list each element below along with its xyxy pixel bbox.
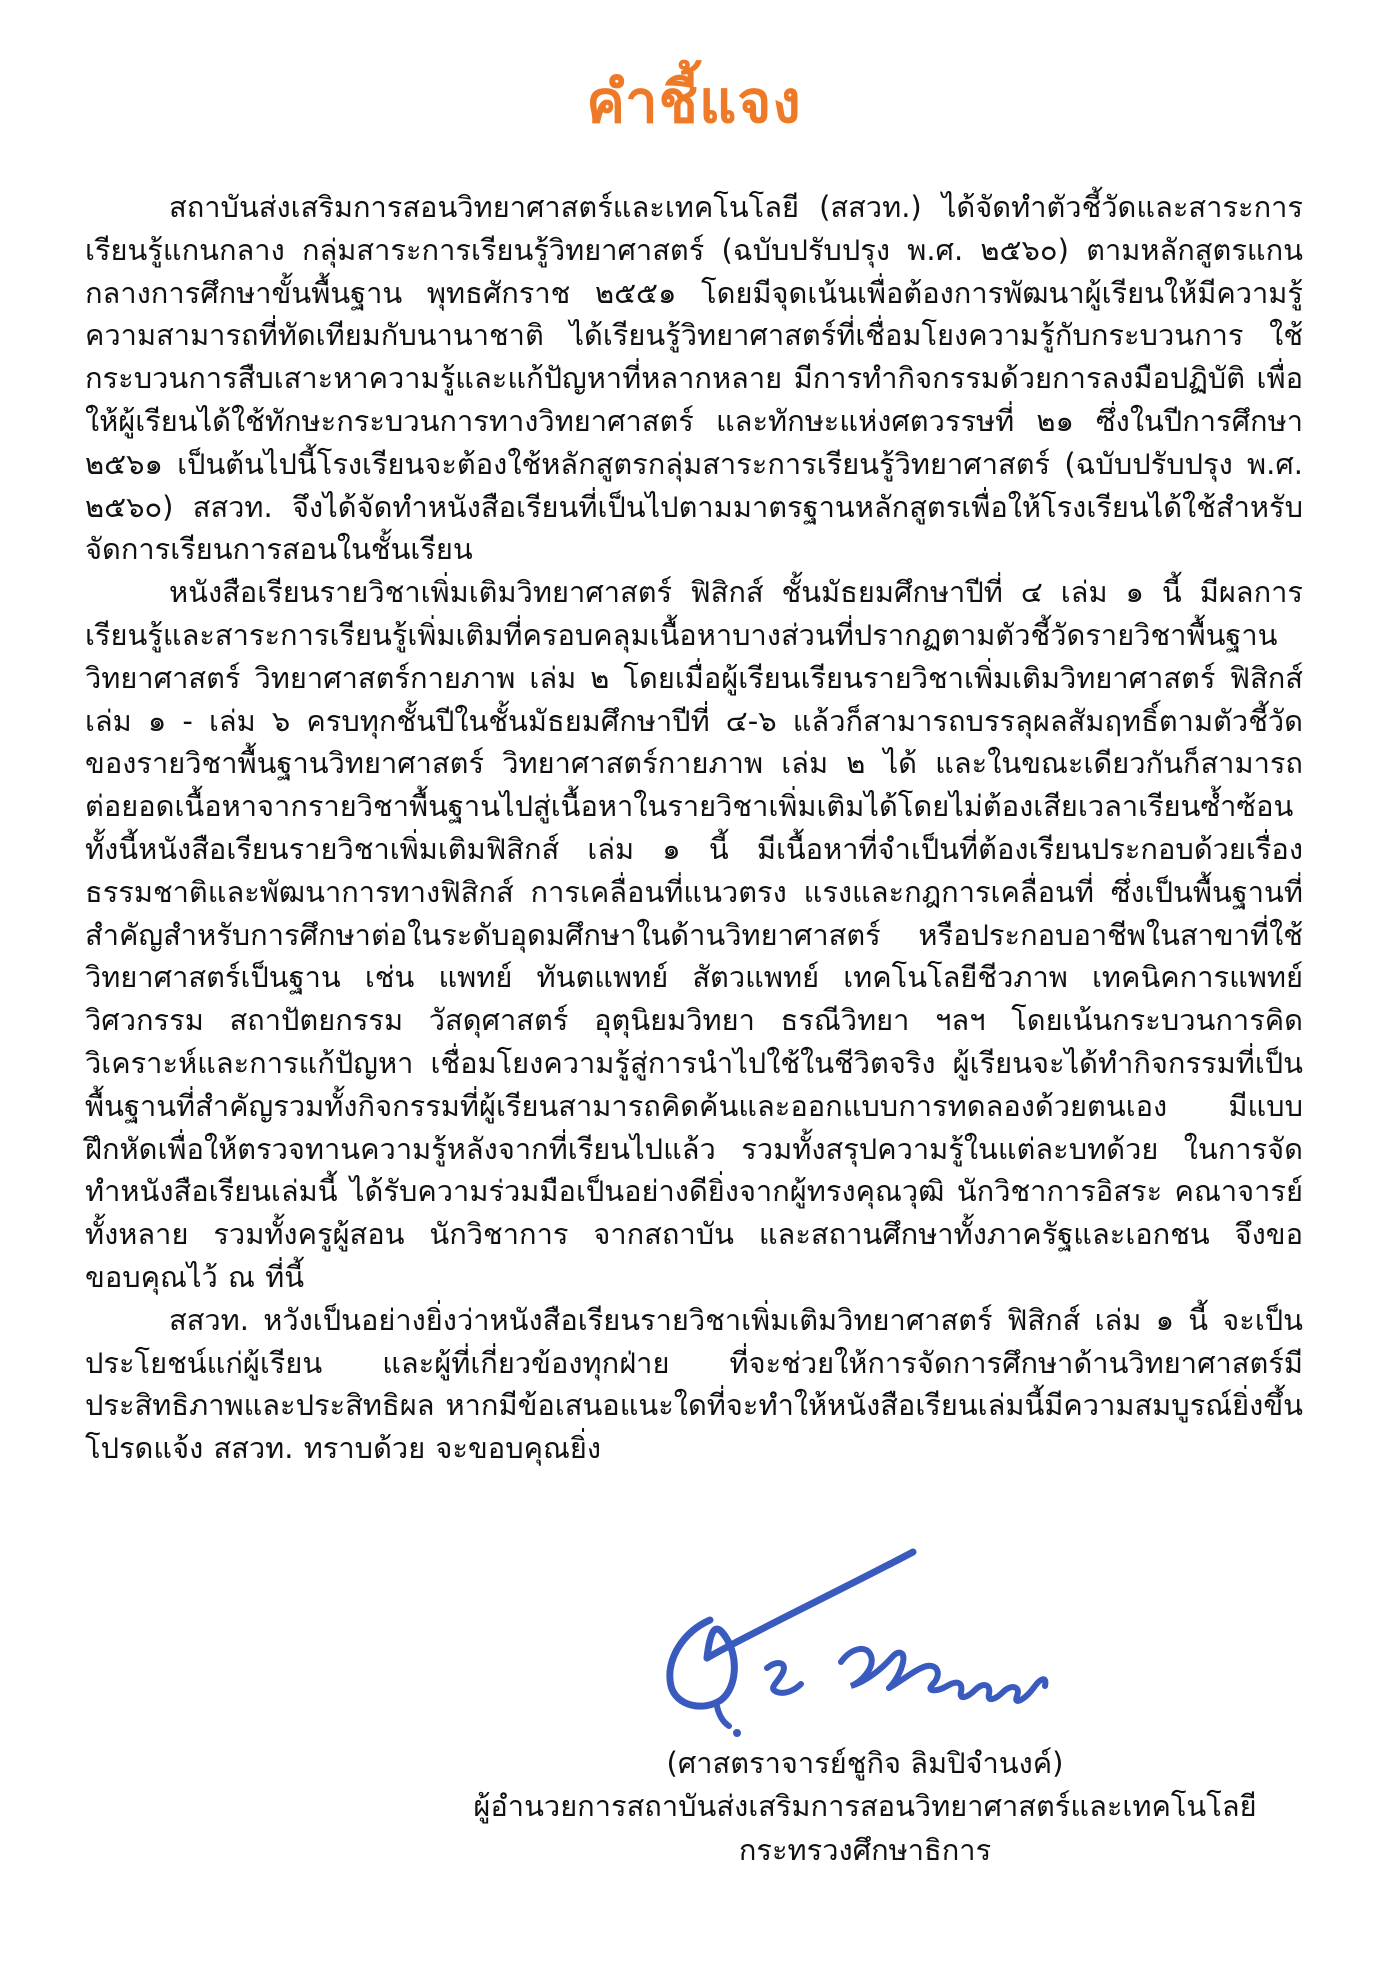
document-body — [85, 186, 1303, 1470]
paragraph-1: สถาบันส่งเสริมการสอนวิทยาศาสตร์และเทคโนโลยี (สสวท.) ได้จัดทำตัวชี้วัดและสาระการเรียนรู้แกนกลาง กลุ่มสาระการเรียนรู้วิทยาศาสตร์ (ฉบับปรับปรุง พ.ศ. ๒๕๖๐) ตามหลักสูตรแกนกลางการศึกษาขั้นพื้นฐาน พุทธศักราช ๒๕๕๑ โดยมีจุดเน้นเพื่อต้องการพัฒนาผู้เรียนให้มีความรู้ความสามารถที่ทัดเทียมกับนานาชาติ ได้เรียนรู้วิทยาศาสตร์ที่เชื่อมโยงความรู้กับกระบวนการ ใช้กระบวนการสืบเสาะหาความรู้และแก้ปัญหาที่หลากหลาย มีการทำกิจกรรมด้วยการลงมือปฏิบัติ เพื่อให้ผู้เรียนได้ใช้ทักษะกระบวนการทางวิทยาศาสตร์ และทักษะแห่งศตวรรษที่ ๒๑ ซึ่งในปีการศึกษา ๒๕๖๑ เป็นต้นไปนี้โรงเรียนจะต้องใช้หลักสูตรกลุ่มสาระการเรียนรู้วิทยาศาสตร์ (ฉบับปรับปรุง พ.ศ. ๒๕๖๐) สสวท. จึงได้จัดทำหนังสือเรียนที่เป็นไปตามมาตรฐานหลักสูตรเพื่อให้โรงเรียนได้ใช้สำหรับจัดการเรียนการสอนในชั้นเรียน — [85, 190, 1303, 567]
signatory-name: (ศาสตราจารย์ชูกิจ ลิมปิจำนงค์) — [666, 1746, 1064, 1780]
signature-ink — [655, 1540, 1075, 1740]
signature-block — [430, 1540, 1300, 1872]
signatory-organization: กระทรวงศึกษาธิการ — [738, 1833, 992, 1867]
document-content — [85, 55, 1303, 1470]
page-title — [85, 55, 1303, 148]
paragraph-2: หนังสือเรียนรายวิชาเพิ่มเติมวิทยาศาสตร์ ฟิสิกส์ ชั้นมัธยมศึกษาปีที่ ๔ เล่ม ๑ นี้ มีผลการเรียนรู้และสาระการเรียนรู้เพิ่มเติมที่ครอบคลุมเนื้อหาบางส่วนที่ปรากฏตามตัวชี้วัดรายวิชาพื้นฐานวิทยาศาสตร์ วิทยาศาสตร์กายภาพ เล่ม ๒ โดยเมื่อผู้เรียนเรียนรายวิชาเพิ่มเติมวิทยาศาสตร์ ฟิสิกส์ เล่ม ๑ - เล่ม ๖ ครบทุกชั้นปีในชั้นมัธยมศึกษาปีที่ ๔-๖ แล้วก็สามารถบรรลุผลสัมฤทธิ์ตามตัวชี้วัดของรายวิชาพื้นฐานวิทยาศาสตร์ วิทยาศาสตร์กายภาพ เล่ม ๒ ได้ และในขณะเดียวกันก็สามารถต่อยอดเนื้อหาจากรายวิชาพื้นฐานไปสู่เนื้อหาในรายวิชาเพิ่มเติมได้โดยไม่ต้องเสียเวลาเรียนซ้ำซ้อน ทั้งนี้หนังสือเรียนรายวิชาเพิ่มเติมฟิสิกส์ เล่ม ๑ นี้ มีเนื้อหาที่จำเป็นที่ต้องเรียนประกอบด้วยเรื่องธรรมชาติและพัฒนาการทางฟิสิกส์ การเคลื่อนที่แนวตรง แรงและกฎการเคลื่อนที่ ซึ่งเป็นพื้นฐานที่สำคัญสำหรับการศึกษาต่อในระดับอุดมศึกษาในด้านวิทยาศาสตร์ หรือประกอบอาชีพในสาขาที่ใช้วิทยาศาสตร์เป็นฐาน เช่น แพทย์ ทันตแพทย์ สัตวแพทย์ เทคโนโลยีชีวภาพ เทคนิคการแพทย์ วิศวกรรม สถาปัตยกรรม วัสดุศาสตร์ อุตุนิยมวิทยา ธรณีวิทยา ฯลฯ โดยเน้นกระบวนการคิดวิเคราะห์และการแก้ปัญหา เชื่อมโยงความรู้สู่การนำไปใช้ในชีวิตจริง ผู้เรียนจะได้ทำกิจกรรมที่เป็นพื้นฐานที่สำคัญรวมทั้งกิจกรรมที่ผู้เรียนสามารถคิดค้นและออกแบบการทดลองด้วยตนเอง มีแบบฝึกหัดเพื่อให้ตรวจทานความรู้หลังจากที่เรียนไปแล้ว รวมทั้งสรุปความรู้ในแต่ละบทด้วย ในการจัดทำหนังสือเรียนเล่มนี้ ได้รับความร่วมมือเป็นอย่างดียิ่งจากผู้ทรงคุณวุฒิ นักวิชาการอิสระ คณาจารย์ทั้งหลาย รวมทั้งครูผู้สอน นักวิชาการ จากสถาบัน และสถานศึกษาทั้งภาครัฐและเอกชน จึงขอขอบคุณไว้ ณ ที่นี้ — [85, 575, 1303, 1294]
signatory-position: ผู้อำนวยการสถาบันส่งเสริมการสอนวิทยาศาสตร์และเทคโนโลยี — [473, 1789, 1257, 1823]
paragraph-3: สสวท. หวังเป็นอย่างยิ่งว่าหนังสือเรียนรายวิชาเพิ่มเติมวิทยาศาสตร์ ฟิสิกส์ เล่ม ๑ นี้ จะเป็นประโยชน์แก่ผู้เรียน และผู้ที่เกี่ยวข้องทุกฝ่าย ที่จะช่วยให้การจัดการศึกษาด้านวิทยาศาสตร์มีประสิทธิภาพและประสิทธิผล หากมีข้อเสนอแนะใดที่จะทำให้หนังสือเรียนเล่มนี้มีความสมบูรณ์ยิ่งขึ้น โปรดแจ้ง สสวท. ทราบด้วย จะขอบคุณยิ่ง — [85, 1302, 1303, 1466]
page-title-text: คำชี้แจง — [586, 68, 802, 136]
